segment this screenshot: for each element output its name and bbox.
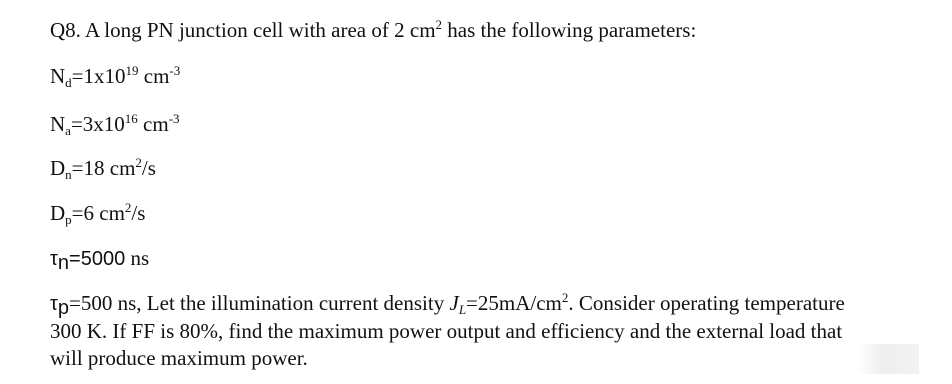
question-number: Q8.: [50, 18, 81, 42]
param-dn-value: =18 cm: [71, 156, 136, 180]
param-nd-exp: 19: [125, 63, 139, 78]
param-dn-sub: n: [65, 167, 72, 182]
param-nd-unit-exp: -3: [169, 63, 181, 78]
param-tn-sub: n: [57, 252, 70, 274]
param-tn-symbol: τ: [50, 248, 58, 270]
tau-p-sub: p: [57, 297, 70, 319]
paragraph-line-1: [50, 290, 940, 318]
param-na-unit: cm: [137, 112, 169, 136]
param-dp-exp: 2: [124, 200, 132, 215]
faded-block: [857, 344, 919, 374]
param-dp-symbol: D: [50, 201, 66, 225]
param-dn-symbol: D: [50, 156, 66, 180]
paragraph-line-2: 300 K. If FF is 80%, find the maximum power output and efficiency and the external load that: [50, 319, 843, 343]
param-na-symbol: N: [50, 112, 66, 136]
question-intro-text: A long PN junction cell with area of 2 cm: [85, 18, 436, 42]
param-dn-tail: /s: [141, 156, 156, 180]
param-nd: [50, 63, 180, 89]
paragraph-line-1-a: =500 ns, Let the illumination current density: [69, 291, 450, 315]
paragraph-line-1-sup: 2: [561, 290, 569, 305]
param-na-exp: 16: [124, 111, 138, 126]
param-nd-sub: d: [65, 75, 72, 90]
param-na: [50, 111, 180, 137]
param-na-value: =3x10: [70, 112, 125, 136]
param-nd-symbol: N: [50, 64, 66, 88]
paragraph-line-3: will produce maximum power.: [50, 346, 308, 370]
param-nd-value: =1x10: [71, 64, 126, 88]
paragraph-line-1-c: . Consider operating temperature: [568, 291, 845, 315]
jl-sub: L: [458, 302, 467, 317]
question-intro-sup: 2: [435, 17, 443, 32]
param-na-unit-exp: -3: [168, 111, 180, 126]
param-tn-value: =5000: [69, 248, 126, 270]
param-dp-tail: /s: [131, 201, 146, 225]
param-tn-unit: ns: [125, 246, 150, 270]
jl-symbol: J: [449, 291, 459, 315]
param-dp-sub: p: [65, 212, 72, 227]
problem-paragraph: [50, 290, 940, 372]
param-dp-value: =6 cm: [71, 201, 125, 225]
tau-p-symbol: τ: [50, 293, 58, 315]
param-dn-exp: 2: [135, 155, 142, 170]
question-intro-tail: has the following parameters:: [442, 18, 697, 42]
param-na-sub: a: [65, 123, 71, 138]
question-intro: [85, 18, 696, 42]
param-tn: [50, 245, 149, 272]
question-title: [50, 17, 696, 43]
param-dn: [50, 155, 156, 181]
paragraph-line-1-b: =25mA/cm: [466, 291, 562, 315]
param-nd-unit: cm: [138, 64, 170, 88]
param-dp: [50, 200, 145, 226]
